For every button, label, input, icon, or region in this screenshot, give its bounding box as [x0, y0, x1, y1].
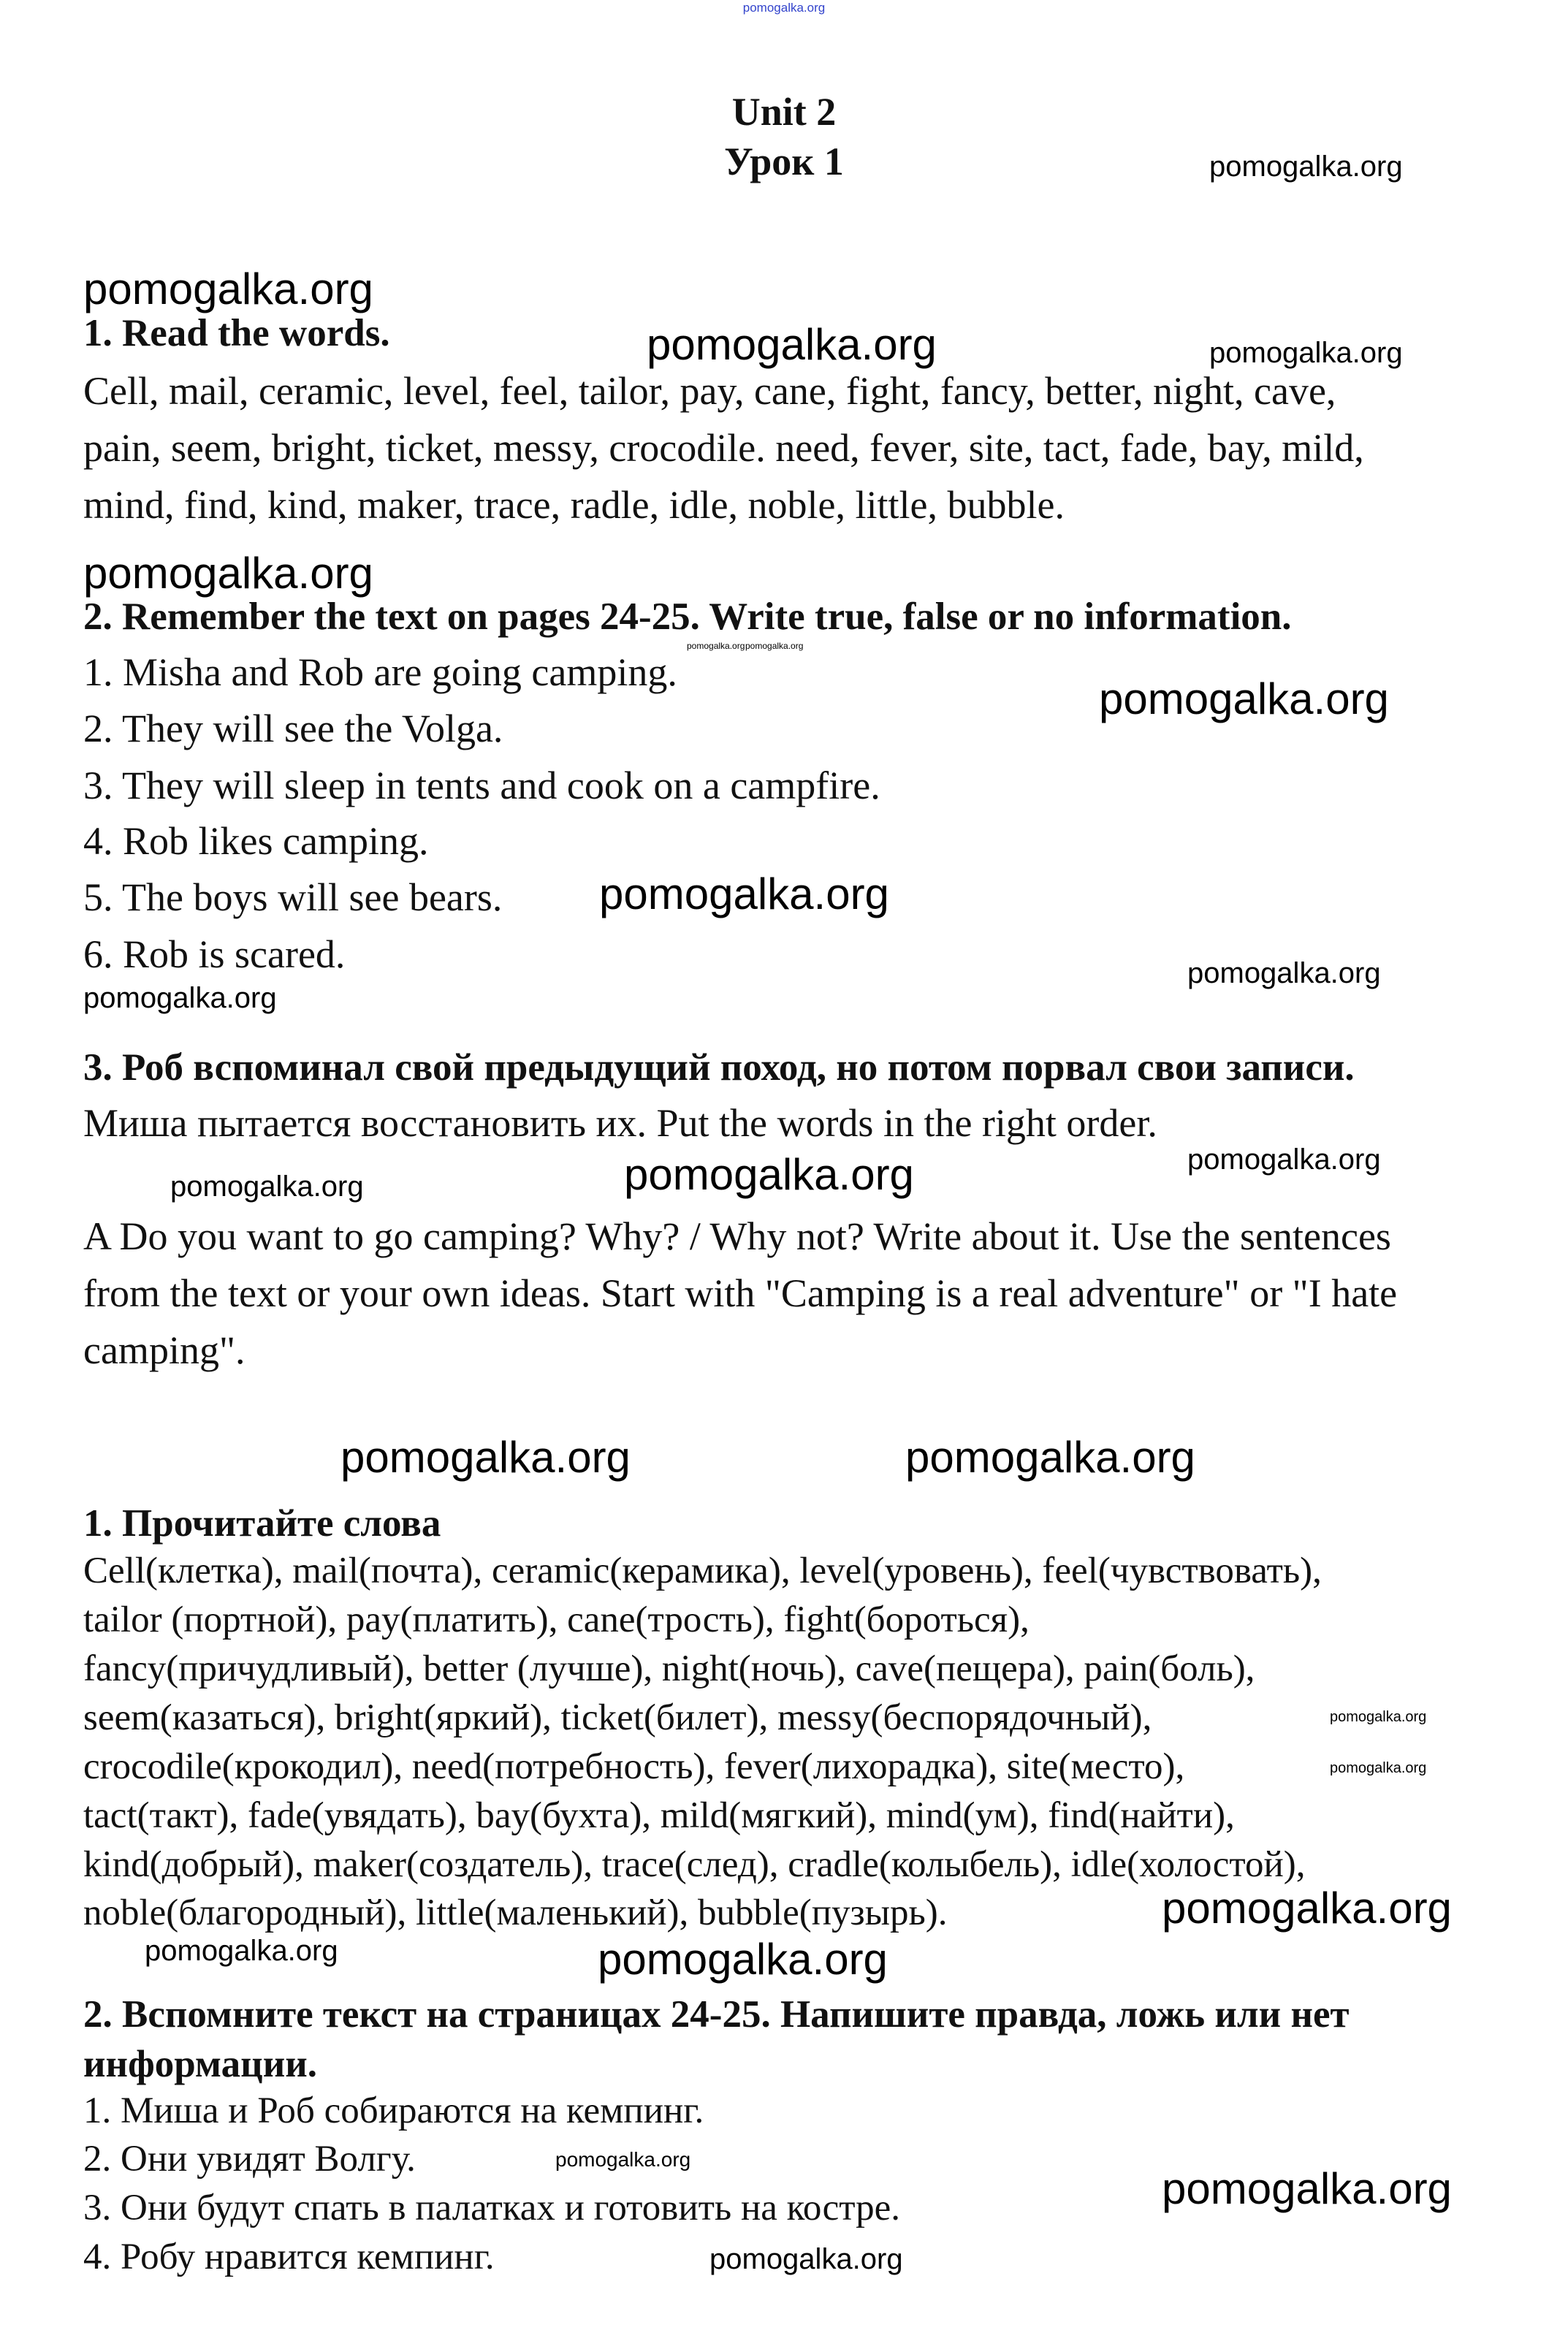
watermark: pomogalka.org — [1187, 1143, 1381, 1176]
ru-exercise-1-line: Cell(клетка), mail(почта), ceramic(керамика), level(уровень), feel(чувствовать), — [83, 1550, 1322, 1591]
ru-exercise-2-title: 2. Вспомните текст на страницах 24-25. Напишите правда, ложь или нет — [83, 1993, 1350, 2036]
ru-exercise-1-line: kind(добрый), maker(создатель), trace(след), cradle(колыбель), idle(холостой), — [83, 1844, 1306, 1885]
ru-exercise-1-line: seem(казаться), bright(яркий), ticket(билет), messy(беспорядочный), — [83, 1697, 1152, 1738]
ru-exercise-1-line: fancy(причудливый), better (лучше), night(ночь), cave(пещера), pain(боль), — [83, 1648, 1255, 1689]
watermark: pomogalka.org — [1162, 1884, 1452, 1933]
ru-exercise-2-item: 2. Они увидят Волгу. — [83, 2139, 416, 2180]
watermark: pomogalka.org — [624, 1150, 914, 1199]
ru-exercise-1-line: tact(такт), fade(увядать), bay(бухта), mild(мягкий), mind(ум), find(найти), — [83, 1795, 1235, 1836]
watermark: pomogalka.org — [599, 869, 889, 918]
watermark: pomogalka.org — [83, 549, 373, 598]
ru-exercise-2-item: 4. Робу нравится кемпинг. — [83, 2237, 495, 2277]
exercise-a-line: camping". — [83, 1328, 246, 1372]
watermark: pomogalka.org — [1330, 1709, 1427, 1725]
watermark: pomogalka.org — [745, 641, 804, 651]
exercise-2-item: 4. Rob likes camping. — [83, 819, 429, 863]
watermark: pomogalka.org — [1209, 337, 1403, 369]
ru-exercise-1-line: tailor (портной), pay(платить), cane(трость), fight(бороться), — [83, 1599, 1030, 1640]
watermark: pomogalka.org — [340, 1433, 631, 1482]
ru-exercise-2-title-cont: информации. — [83, 2043, 318, 2085]
exercise-a-line: from the text or your own ideas. Start with "Camping is a real adventure" or "I hate — [83, 1271, 1398, 1315]
watermark: pomogalka.org — [598, 1935, 888, 1984]
watermark: pomogalka.org — [647, 320, 937, 369]
watermark: pomogalka.org — [709, 2243, 903, 2275]
watermark: pomogalka.org — [1162, 2164, 1452, 2213]
ru-exercise-2-item: 1. Миша и Роб собираются на кемпинг. — [83, 2090, 704, 2131]
exercise-1-line: mind, find, kind, maker, trace, radle, idle, noble, little, bubble. — [83, 483, 1065, 527]
exercise-2-title: 2. Remember the text on pages 24-25. Write true, false or no information. — [83, 595, 1292, 638]
watermark: pomogalka.org — [555, 2148, 691, 2171]
unit-title: Unit 2 — [731, 90, 837, 134]
ru-exercise-2-item: 3. Они будут спать в палатках и готовить на костре. — [83, 2188, 901, 2228]
exercise-1-title: 1. Read the words. — [83, 312, 390, 354]
exercise-2-item: 3. They will sleep in tents and cook on a campfire. — [83, 764, 880, 807]
ru-exercise-1-title: 1. Прочитайте слова — [83, 1502, 441, 1545]
exercise-1-line: Cell, mail, ceramic, level, feel, tailor, pay, cane, fight, fancy, better, night, cave, — [83, 369, 1336, 413]
exercise-2-item: 1. Misha and Rob are going camping. — [83, 650, 677, 694]
exercise-3-title: 3. Роб вспоминал свой предыдущий поход, но потом порвал свои записи. — [83, 1046, 1355, 1089]
exercise-a-line: A Do you want to go camping? Why? / Why not? Write about it. Use the sentences — [83, 1214, 1391, 1258]
watermark: pomogalka.org — [83, 982, 277, 1014]
ru-exercise-1-line: noble(благородный), little(маленький), bubble(пузырь). — [83, 1892, 948, 1933]
exercise-2-item: 6. Rob is scared. — [83, 932, 346, 976]
exercise-1-line: pain, seem, bright, ticket, messy, crocodile. need, fever, site, tact, fade, bay, mild, — [83, 426, 1364, 470]
ru-exercise-1-line: crocodile(крокодил), need(потребность), fever(лихорадка), site(место), — [83, 1746, 1185, 1787]
exercise-2-item: 2. They will see the Volga. — [83, 707, 503, 750]
watermark: pomogalka.org — [83, 264, 373, 313]
watermark: pomogalka.org — [170, 1170, 364, 1203]
exercise-2-item: 5. The boys will see bears. — [83, 875, 503, 919]
lesson-title: Урок 1 — [724, 140, 844, 183]
watermark: pomogalka.org — [145, 1935, 338, 1967]
watermark: pomogalka.org — [1209, 151, 1403, 183]
exercise-3-text: Миша пытается восстановить их. Put the words in the right order. — [83, 1101, 1157, 1145]
watermark: pomogalka.org — [1187, 957, 1381, 989]
watermark: pomogalka.org — [1099, 674, 1389, 723]
watermark: pomogalka.org — [1330, 1760, 1427, 1776]
top-link[interactable]: pomogalka.org — [742, 1, 826, 15]
watermark: pomogalka.org — [905, 1433, 1195, 1482]
watermark: pomogalka.org — [687, 641, 745, 651]
